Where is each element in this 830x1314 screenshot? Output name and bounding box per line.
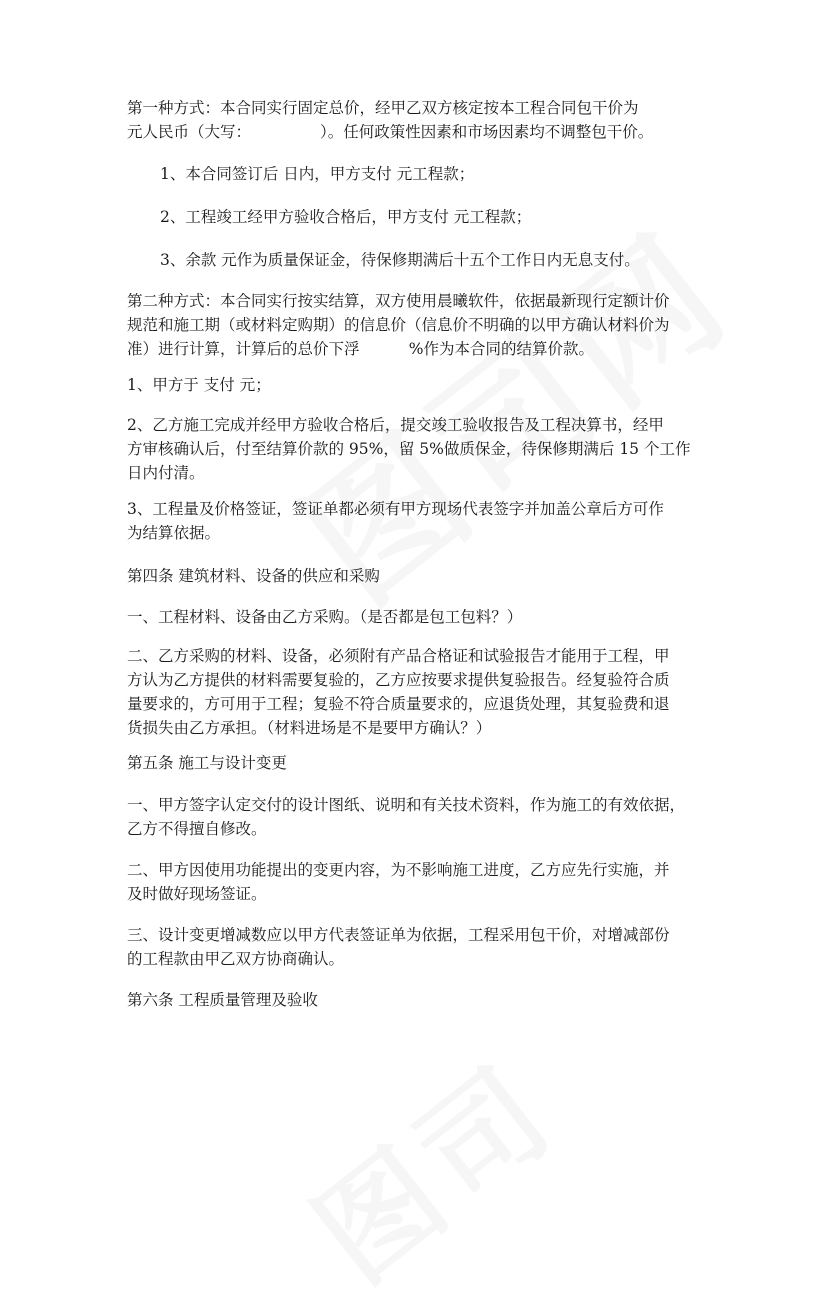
text-line: 第二种方式：本合同实行按实结算，双方使用晨曦软件，依据最新现行定额计价 [127,292,670,310]
section5-item-3 [127,923,709,971]
text-line: 货损失由乙方承担。（材料进场是不是要甲方确认？） [127,719,492,737]
text-line: 日内付清。 [127,464,205,482]
text-line: 2、乙方施工完成并经甲方验收合格后，提交竣工验收报告及工程决算书，经甲 [127,416,664,434]
text-line: 方认为乙方提供的材料需要复验的，乙方应按要求提供复验报告。经复验符合质 [127,671,670,689]
watermark-bottom [275,1018,586,1314]
paragraph-method-two [127,289,709,361]
text-line: 量要求的，方可用于工程；复验不符合质量要求的，应退货处理，其复验费和退 [127,695,670,713]
text-line: 及时做好现场签证。 [127,885,267,903]
payment-item-1: 1、本合同签订后 日内，甲方支付 元工程款； [160,165,475,183]
section-heading-6: 第六条 工程质量管理及验收 [127,991,318,1009]
text-line: 三、设计变更增减数应以甲方代表签证单为依据，工程采用包干价，对增减部份 [127,926,670,944]
section4-item-1: 一、工程材料、设备由乙方采购。（是否都是包工包料？） [127,608,523,626]
payment-item-3: 3、余款 元作为质量保证金，待保修期满后十五个工作日内无息支付。 [160,251,640,269]
text-line: 第一种方式：本合同实行固定总价，经甲乙双方核定按本工程合同包干价为 [127,99,639,117]
text-line: 准）进行计算，计算后的总价下浮 %作为本合同的结算价款。 [127,340,595,358]
text-line: 一、甲方签字认定交付的设计图纸、说明和有关技术资料，作为施工的有效依据， [127,796,686,814]
clause-3 [127,497,709,545]
clause-1: 1、甲方于 支付 元； [127,376,271,394]
text-line: 二、乙方采购的材料、设备，必须附有产品合格证和试验报告才能用于工程，甲 [127,647,670,665]
text-line: 为结算依据。 [127,524,221,542]
text-line: 的工程款由甲乙双方协商确认。 [127,950,345,968]
text-line: 方审核确认后，付至结算价款的 95%，留 5%做质保金，待保修期满后 15 个工作 [127,440,691,458]
text-line: 规范和施工期（或材料定购期）的信息价（信息价不明确的以甲方确认材料价为 [127,316,670,334]
clause-2 [127,413,709,485]
text-line: 乙方不得擅自修改。 [127,820,267,838]
section-heading-5: 第五条 施工与设计变更 [127,754,287,772]
text-line: 元人民币（大写： ）。任何政策性因素和市场因素均不调整包干价。 [127,123,654,141]
section-heading-4: 第四条 建筑材料、设备的供应和采购 [127,567,380,585]
section5-item-1 [127,793,709,841]
section5-item-2 [127,858,709,906]
text-line: 3、工程量及价格签证，签证单都必须有甲方现场代表签字并加盖公章后方可作 [127,500,664,518]
payment-item-2: 2、工程竣工经甲方验收合格后，甲方支付 元工程款； [160,208,532,226]
section4-item-2 [127,644,709,740]
text-line: 二、甲方因使用功能提出的变更内容，为不影响施工进度，乙方应先行实施，并 [127,861,670,879]
paragraph-method-one [127,96,709,144]
